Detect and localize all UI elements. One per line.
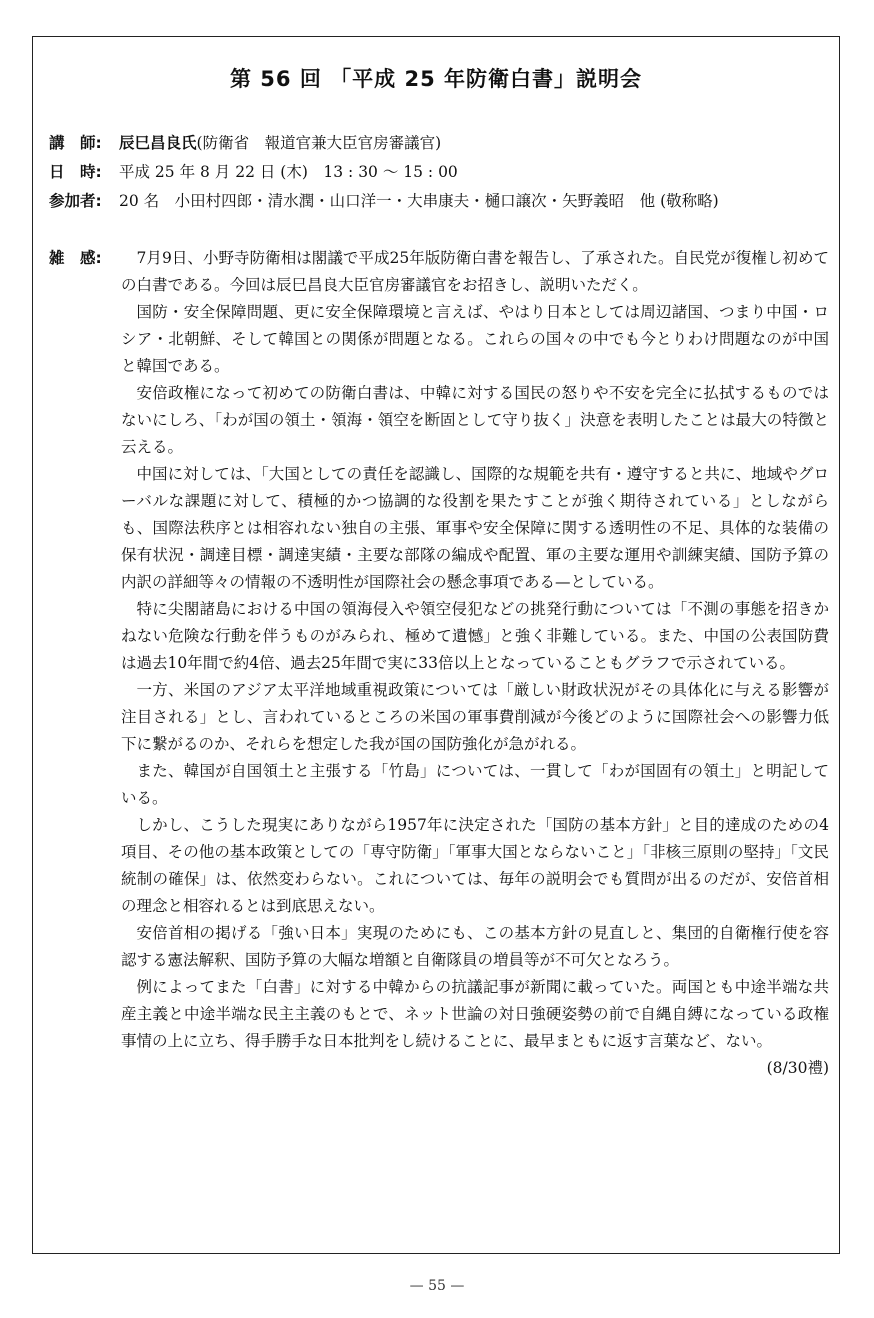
lecturer-role: (防衛省 報道官兼大臣官房審議官) (196, 134, 442, 152)
lecturer-name: 辰巳昌良氏 (119, 134, 197, 152)
last-paragraph (121, 974, 829, 1077)
lecturer-label: 講 師: (49, 134, 102, 152)
report-frame (32, 36, 840, 1254)
paragraph: 7月9日、小野寺防衛相は閣議で平成25年版防衛白書を報告し、了承された。自民党が復権し初めての白書である。今回は辰巳昌良大臣官房審議官をお招きし、説明いただく。 (121, 249, 829, 294)
date-value: 平成 25 年 8 月 22 日 (木) 13 : 30 〜 15 : 00 (119, 163, 458, 181)
date-row (49, 158, 829, 187)
attendees-row (49, 187, 829, 216)
paragraph: 一方、米国のアジア太平洋地域重視政策については「厳しい財政状況がその具体化に与える影響が注目される」とし、言われているところの米国の軍事費削減が今後どのように国際社会への影響力低下に繋がるのか、それらを想定した我が国の国防強化が急がれる。 (121, 681, 829, 753)
date-label: 日 時: (49, 163, 102, 181)
paragraph: 特に尖閣諸島における中国の領海侵入や領空侵犯などの挑発行動については「不測の事態を招きかねない危険な行動を伴うものがみられ、極めて遺憾」と強く非難している。また、中国の公表国防費は過去10年間で約4倍、過去25年間で実に33倍以上となっていることもグラフで示されている。 (121, 600, 829, 672)
attendees-label: 参加者: (49, 192, 102, 210)
paragraph-text: 例によってまた「白書」に対する中韓からの抗議記事が新聞に載っていた。両国とも中途半端な共産主義と中途半端な民主主義のもとで、ネット世論の対日強硬姿勢の前で自縄自縛になっている政権事情の上に立ち、得手勝手な日本批判をし続けることに、最早まともに返す言葉など、ない。 (121, 978, 829, 1050)
meeting-info (49, 129, 829, 216)
page-title: 第 56 回 「平成 25 年防衛白書」説明会 (229, 67, 642, 91)
paragraph: しかし、こうした現実にありながら1957年に決定された「国防の基本方針」と目的達成のための4項目、その他の基本政策としての「専守防衛」「軍事大国とならないこと」「非核三原則の堅持」「文民統制の確保」は、依然変わらない。これについては、毎年の説明会でも質問が出るのだが、安倍首相の理念と相容れるとは到底思えない。 (121, 816, 829, 915)
paragraph: 中国に対しては、「大国としての責任を認識し、国際的な規範を共有・遵守すると共に、地域やグローバルな課題に対して、積極的かつ協調的な役割を果たすことが強く期待されている」としながらも、国際法秩序とは相容れない独自の主張、軍事や安全保障に関する透明性の不足、具体的な装備の保有状況・調達目標・調達実績・主要な部隊の編成や配置、軍の主要な運用や訓練実績、国防予算の内訳の詳細等々の情報の不透明性が国際社会の懸念事項である—としている。 (121, 465, 829, 591)
paragraph: また、韓国が自国領土と主張する「竹島」については、一貫して「わが国固有の領土」と明記している。 (121, 762, 829, 807)
attendees-value: 20 名 小田村四郎・清水潤・山口洋一・大串康夫・樋口譲次・矢野義昭 他 (敬称略) (119, 192, 719, 210)
impressions-section (49, 245, 829, 1082)
paragraph: 安倍政権になって初めての防衛白書は、中韓に対する国民の怒りや不安を完全に払拭するものではないにしろ、「わが国の領土・領海・領空を断固として守り抜く」決意を表明したことは最大の特徴と云える。 (121, 384, 829, 456)
author-signature: (8/30禮) (766, 1059, 829, 1077)
impressions-label: 雑 感: (49, 249, 102, 267)
paragraph: 安倍首相の掲げる「強い日本」実現のためにも、この基本方針の見直しと、集団的自衛権行使を容認する憲法解釈、国防予算の大幅な増額と自衛隊員の増員等が不可欠となろう。 (121, 924, 829, 969)
lecturer-row (49, 129, 829, 158)
paragraph: 国防・安全保障問題、更に安全保障環境と言えば、やはり日本としては周辺諸国、つまり中国・ロシア・北朝鮮、そして韓国との関係が問題となる。これらの国々の中でも今とりわけ問題なのが中国と韓国である。 (121, 303, 829, 375)
impressions-body (121, 245, 829, 1077)
page-number: — 55 — (409, 1278, 465, 1294)
